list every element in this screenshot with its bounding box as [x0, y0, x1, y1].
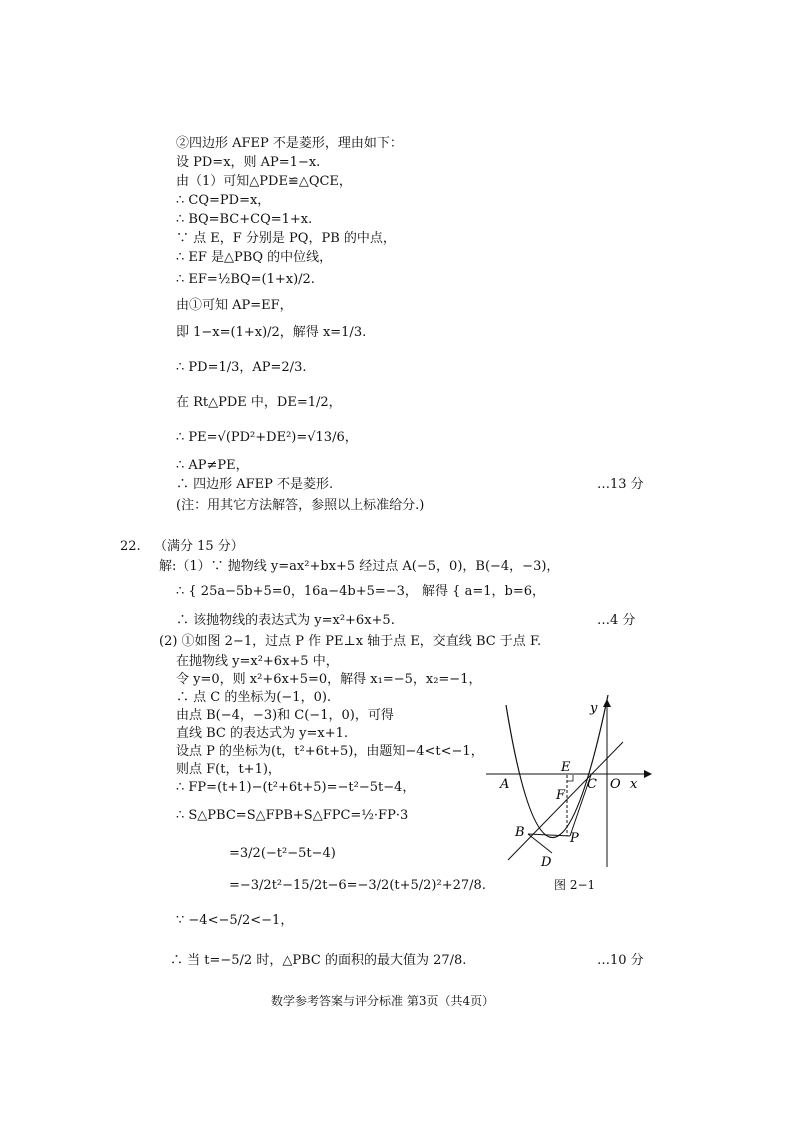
text-line: 在抛物线 y=x²+6x+5 中，	[176, 654, 339, 669]
question-number: 22.	[120, 539, 141, 554]
right-angle-mark	[567, 775, 573, 781]
text-line: ∵ 点 E，F 分别是 PQ，PB 的中点，	[176, 231, 396, 246]
label-f: F	[556, 788, 566, 803]
text-line: 解:（1）∵ 抛物线 y=ax²+bx+5 经过点 A(−5，0)，B(−4，−3)，	[159, 559, 560, 574]
text-line: ∴ AP≠PE，	[176, 458, 249, 473]
label-b: B	[515, 825, 525, 840]
text-line: 直线 BC 的表达式为 y=x+1.	[176, 726, 349, 741]
text-line: ∴ PD=1/3，AP=2/3.	[176, 360, 307, 375]
text-line: ∴ 当 t=−5/2 时，△PBC 的面积的最大值为 27/8.	[170, 953, 467, 968]
label-e: E	[561, 760, 571, 775]
text-line: =3/2(−t²−5t−4)	[229, 846, 336, 861]
text-line: ②四边形 AFEP 不是菱形，理由如下：	[176, 136, 403, 151]
text-line: 由（1）可知△PDE≌△QCE，	[176, 174, 352, 189]
text-line: 即 1−x=(1+x)/2，解得 x=1/3.	[176, 325, 367, 340]
equation-system: ∴ { 25a−5b+5=0，16a−4b+5=−3， 解得 { a=1，b=6，	[176, 584, 545, 599]
text-line: (2) ①如图 2−1，过点 P 作 PE⊥x 轴于点 E，交直线 BC 于点 F.	[159, 634, 542, 649]
label-x: x	[630, 777, 638, 792]
label-o: O	[610, 777, 621, 792]
text-line: 在 Rt△PDE 中，DE=1/2，	[176, 395, 342, 410]
parabola-curve	[506, 695, 608, 838]
text-line: ∴ BQ=BC+CQ=1+x.	[176, 212, 313, 227]
label-d: D	[541, 855, 552, 870]
text-line: ∴ 该抛物线的表达式为 y=x²+6x+5.	[176, 613, 395, 628]
score-mark: …4 分	[597, 613, 636, 628]
label-c: C	[587, 777, 597, 792]
text-line: ∴ 四边形 AFEP 不是菱形.	[176, 477, 334, 492]
text-line: ∴ CQ=PD=x，	[176, 193, 271, 208]
text-line: ∴ EF=½BQ=(1+x)/2.	[176, 272, 315, 287]
page-footer: 数学参考答案与评分标准 第3页（共4页）	[271, 994, 495, 1008]
text-line: 设 PD=x，则 AP=1−x.	[176, 155, 321, 170]
figure-parabola-diagram	[478, 695, 658, 875]
text-line: ∴ PE=√(PD²+DE²)=√13/6，	[176, 430, 358, 445]
score-mark: …10 分	[597, 953, 644, 968]
text-line: 设点 P 的坐标为(t，t²+6t+5)，由题知−4<t<−1，	[176, 744, 484, 759]
note-text: (注：用其它方法解答，参照以上标准给分.)	[176, 498, 425, 513]
label-a: A	[500, 777, 510, 792]
label-p: P	[570, 831, 579, 846]
label-y: y	[590, 701, 598, 716]
figure-caption: 图 2−1	[554, 878, 596, 892]
text-line: ∵ −4<−5/2<−1，	[176, 913, 294, 928]
text-line: =−3/2t²−15/2t−6=−3/2(t+5/2)²+27/8.	[229, 878, 486, 893]
text-line: ∴ 点 C 的坐标为(−1，0).	[176, 690, 332, 705]
text-line: ∴ FP=(t+1)−(t²+6t+5)=−t²−5t−4，	[176, 780, 416, 795]
text-line: 由①可知 AP=EF，	[176, 298, 293, 313]
text-line: ∴ EF 是△PBQ 的中位线，	[176, 250, 333, 265]
text-line: 由点 B(−4，−3)和 C(−1，0)，可得	[176, 708, 394, 723]
text-line: ∴ S△PBC=S△FPB+S△FPC=½·FP·3	[176, 808, 409, 823]
text-line: 则点 F(t，t+1)，	[176, 762, 281, 777]
full-marks: （满分 15 分）	[154, 539, 244, 554]
segment-bp	[528, 834, 570, 836]
text-line: 令 y=0，则 x²+6x+5=0，解得 x₁=−5，x₂=−1，	[176, 672, 482, 687]
score-mark: …13 分	[597, 477, 644, 492]
